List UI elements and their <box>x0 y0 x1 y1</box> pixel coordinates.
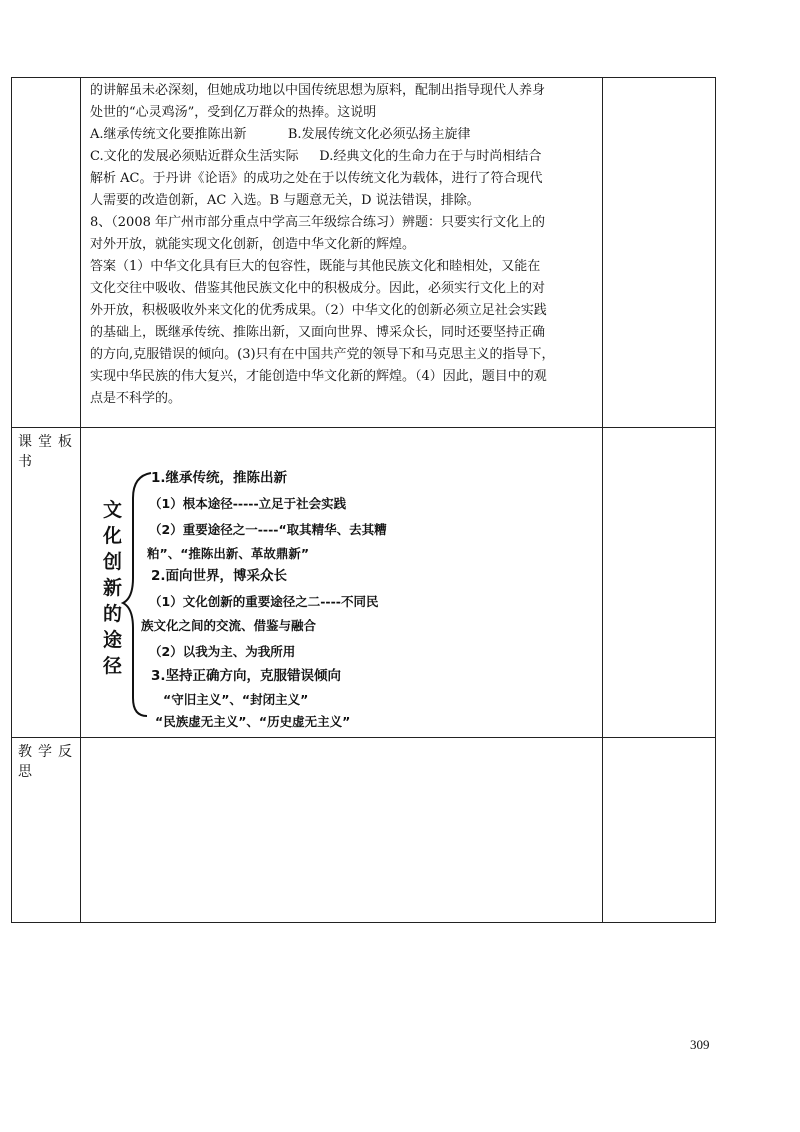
question-line: 对外开放，就能实现文化创新，创造中华文化新的辉煌。 <box>90 237 416 252</box>
blackboard-svg <box>81 428 585 733</box>
lesson-plan-table <box>11 77 716 923</box>
board-line: （1）根本途径-----立足于社会实践 <box>149 496 347 511</box>
board-title-char: 文 <box>103 499 123 521</box>
board-title-char: 新 <box>103 577 123 599</box>
board-title-char: 径 <box>103 655 123 677</box>
answer-line: 外开放，积极吸收外来文化的优秀成果。（2）中华文化的创新必须立足社会实践 <box>90 303 547 318</box>
board-heading-3: 3.坚持正确方向，克服错误倾向 <box>151 668 342 684</box>
text-line: 的讲解虽未必深刻，但她成功地以中国传统思想为原料，配制出指导现代人养身 <box>90 83 546 98</box>
board-line: 粕”、“推陈出新、革故鼎新” <box>147 546 310 561</box>
answer-line: 实现中华民族的伟大复兴，才能创造中华文化新的辉煌。（4）因此，题目中的观 <box>90 369 547 384</box>
row-label-reflection: 教学反思 <box>12 738 81 923</box>
blackboard-diagram <box>81 428 602 728</box>
answer-line: 点是不科学的。 <box>90 391 182 406</box>
table-row-reflection <box>12 738 716 923</box>
analysis-line: 解析 AC。于丹讲《论语》的成功之处在于以传统文化为载体，进行了符合现代 <box>90 171 543 186</box>
board-line: “守旧主义”、“封闭主义” <box>163 692 309 707</box>
table-row-exercise <box>12 78 716 428</box>
board-line: （2）以我为主、为我所用 <box>149 644 296 659</box>
option-line-ab: A.继承传统文化要推陈出新 B.发展传统文化必须弘扬主旋律 <box>90 127 471 142</box>
answer-line: 的基础上，既继承传统、推陈出新，又面向世界、博采众长，同时还要坚持正确 <box>90 325 546 340</box>
board-heading-2: 2.面向世界，博采众长 <box>151 568 288 584</box>
answer-line: 文化交往中吸收、借鉴其他民族文化中的积极成分。因此，必须实行文化上的对 <box>90 281 546 296</box>
board-title-char: 化 <box>103 525 123 547</box>
answer-line: 答案（1）中华文化具有巨大的包容性，既能与其他民族文化和睦相处，又能在 <box>90 259 541 274</box>
board-content <box>81 428 603 738</box>
board-line: （1）文化创新的重要途径之二----不同民 <box>149 594 379 609</box>
text-line: 处世的“心灵鸡汤”，受到亿万群众的热捧。这说明 <box>90 105 377 120</box>
option-line-cd: C.文化的发展必须贴近群众生活实际 D.经典文化的生命力在于与时尚相结合 <box>90 149 542 164</box>
exercise-content <box>81 78 603 428</box>
row-label-empty <box>12 78 81 428</box>
reflection-content <box>81 738 603 923</box>
question-line: 8、（2008 年广州市部分重点中学高三年级综合练习）辨题：只要实行文化上的 <box>90 215 545 230</box>
analysis-line: 人需要的改造创新，AC 入选。B 与题意无关，D 说法错误，排除。 <box>90 193 480 208</box>
board-line: “民族虚无主义”、“历史虚无主义” <box>155 714 351 729</box>
answer-line: 的方向,克服错误的倾向。(3)只有在中国共产党的领导下和马克思主义的指导下， <box>90 347 555 362</box>
notes-cell <box>603 78 716 428</box>
board-title-char: 创 <box>103 551 123 573</box>
brace-shape <box>123 473 151 716</box>
notes-cell <box>603 428 716 738</box>
row-label-board: 课堂板书 <box>12 428 81 738</box>
page-number: 309 <box>690 1037 710 1052</box>
board-heading-1: 1.继承传统，推陈出新 <box>151 470 288 486</box>
board-line: （2）重要途径之一----“取其精华、去其糟 <box>149 522 387 537</box>
board-title-char: 途 <box>103 629 123 651</box>
board-title-char: 的 <box>103 603 123 625</box>
notes-cell <box>603 738 716 923</box>
board-line: 族文化之间的交流、借鉴与融合 <box>141 618 317 633</box>
table-row-board <box>12 428 716 738</box>
